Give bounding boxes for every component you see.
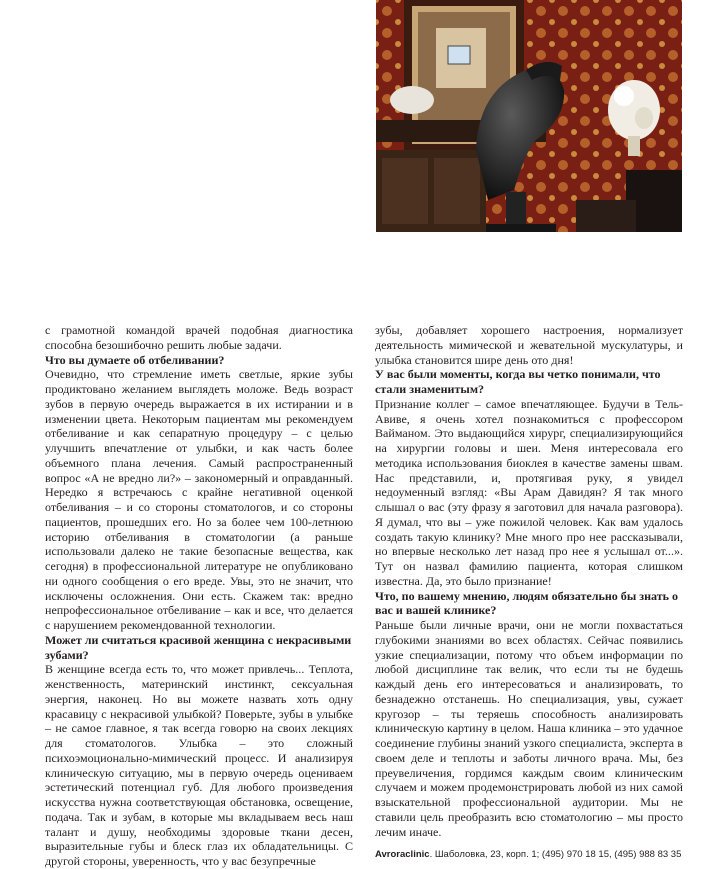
paragraph: с грамотной командой врачей подобная диагностика способна безошибочно решить любые задачи.	[45, 323, 353, 352]
clinic-address: . Шаболовка, 23, корп. 1; (495) 970 18 15, (495) 988 83 35	[429, 849, 682, 860]
paragraph: Очевидно, что стремление иметь светлые, яркие зубы продиктовано желанием выглядеть моложе. Ведь возраст зубов в первую очередь выражается в их истирании и в изменении цвета. Некоторым пациентам мы рекомендуем отбеливание и как сепаратную процедуру – с целью улучшить впечатление от улыбки, и как часть более объемного плана лечения. Самый распространенный вопрос «А не вредно ли?» – закономерный и оправданный. Нередко я встречаюсь с крайне негативной оценкой отбеливания – и со стороны стоматологов, и со стороны пациентов, прошедших его. Но за более чем 100-летнюю историю отбеливания в стоматологии (а раньше использовали далеко не такие безопасные вещества, как сегодня) в профессиональной литературе не опубликовано ни одного сообщения о его вреде. Увы, это не значит, что исключены осложнения. Они есть. Скажем так: вредно непрофессиональное отбеливание – как и все, что делается с нарушением рекомендованной технологии.	[45, 367, 353, 632]
interview-question: Что, по вашему мнению, людям обязательно бы знать о вас и вашей клинике?	[375, 588, 679, 618]
paragraph: Раньше были личные врачи, они не могли похвастаться глубокими знаниями во всех областях. Сейчас появились узкие специализации, потому что объем информации по любой дисциплине так велик, что если ты не будешь каждый день его интересоваться и анализировать, то безнадежно отстанешь. Но специализация, увы, сужает кругозор – ты теряешь способность анализировать клиническую картину в целом. Наша клиника – это удачное соединение глубины знаний узкого специалиста, эксперта в своем деле и теплоты и заботы личного врача. Мы, без преувеличения, гордимся каждым своим клиническим случаем и можем продемонстрировать любой из них самой взыскательной профессиональной аудитории. Мы не ставили цель преобразить всю стоматологию – мы просто лечим иначе.	[375, 618, 683, 839]
clinic-brand-name: Avroraclinic	[375, 849, 430, 860]
dental-clinic-photo	[376, 0, 682, 232]
article-column-left	[45, 323, 353, 869]
interview-question: Может ли считаться красивой женщина с некрасивыми зубами?	[45, 632, 352, 662]
paragraph: В женщине всегда есть то, что может привлечь... Теплота, женственность, материнский инстинкт, сексуальная энергия, наконец. Но вы можете назвать хоть одну красавицу с некрасивой улыбкой? Поверьте, зубы в улыбке – не самое главное, я так всегда говорю на своих лекциях для стоматологов. Улыбка – это сложный психоэмоционально-мимический процесс. И анализируя клиническую ситуацию, мы в первую очередь оцениваем эстетический потенциал губ. Для любого произведения искусства нужна соответствующая обстановка, освещение, подача. Так и зубам, в которые мы вкладываем весь наш талант и душу, необходимы здоровые ткани десен, выразительные губы и блеск глаз их обладательницы. С другой стороны, уверенность, что у вас безупречные	[45, 662, 353, 868]
dental-chair-image	[376, 0, 682, 232]
article-column-right	[375, 323, 683, 839]
paragraph: зубы, добавляет хорошего настроения, нормализует деятельность мимической и жевательной мускулатуры, и улыбка становится шире день ото дня!	[375, 323, 683, 367]
clinic-contact-footer	[375, 849, 695, 860]
paragraph: Признание коллег – самое впечатляющее. Будучи в Тель-Авиве, я очень хотел познакомиться с профессором Вайманом. Это выдающийся хирург, специализирующийся на хирургии головы и шеи. Меня интересовала его методика использования биоклея в качестве замены швам. Нас представили, и, протягивая руку, я увидел недоуменный взгляд: «Вы Арам Давидян? Я так много слышал о вас (эту фразу я заготовил для начала разговора). Я думал, что вы – уже пожилой человек. Как вам удалось создать такую клинику? Мне много про нее рассказывали, но впервые несколько лет назад про нее я услышал от...». Тут он назвал фамилию пациента, которая слишком известна. Да, это было признание!	[375, 396, 683, 588]
interview-question: У вас были моменты, когда вы четко понимали, что стали знаменитым?	[375, 367, 661, 396]
interview-question: Что вы думаете об отбеливании?	[45, 352, 225, 367]
